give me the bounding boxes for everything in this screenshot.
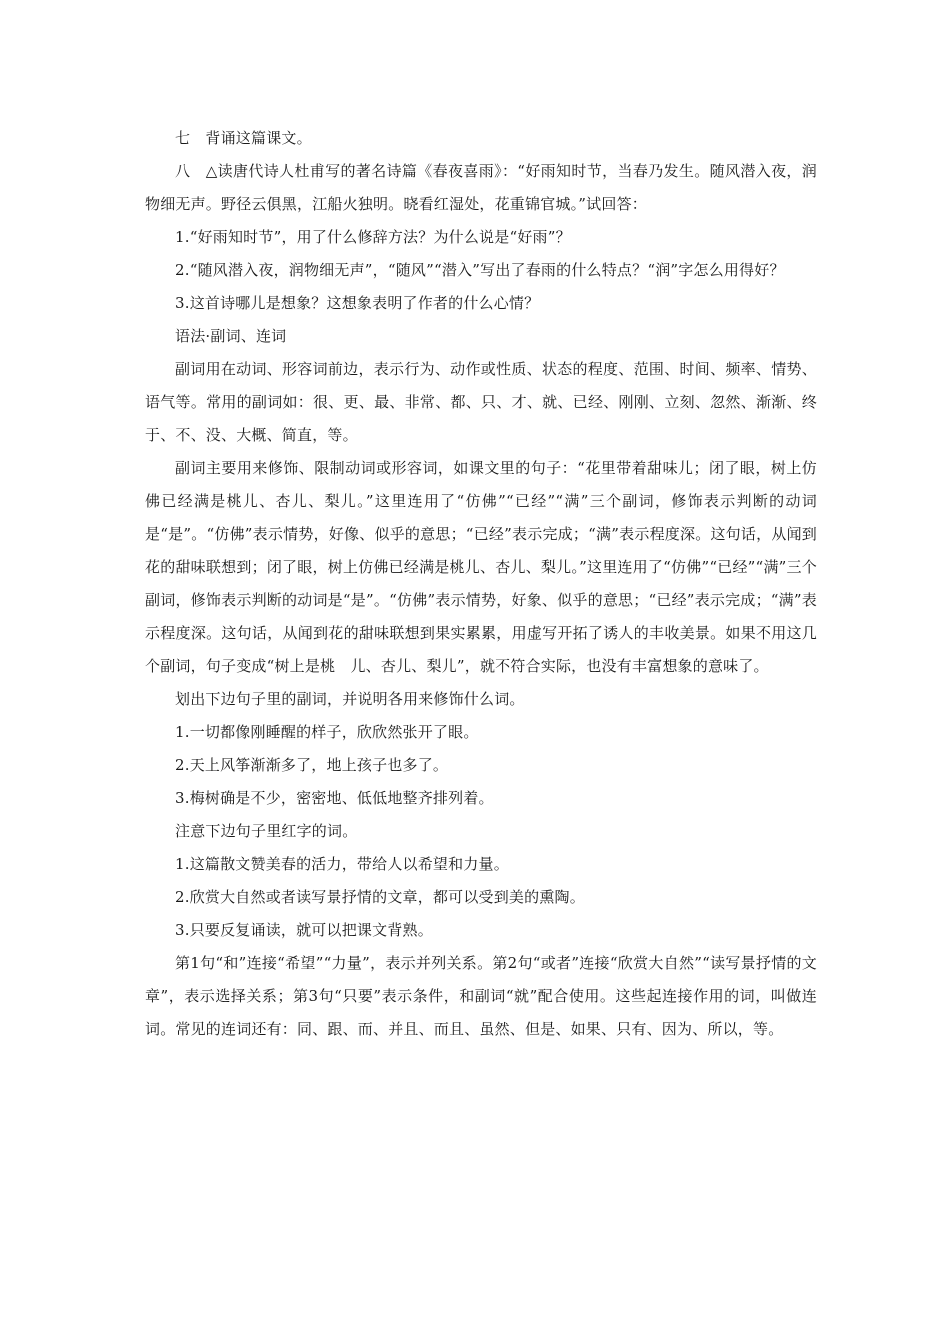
poem-question-2: 2.“随风潜入夜，润物细无声”，“随风”“潜入”写出了春雨的什么特点？“润”字怎么用得好？ — [175, 261, 785, 279]
conjunction-example-3: 3.只要反复诵读，就可以把课文背熟。 — [175, 921, 433, 939]
adverb-definition: 副词用在动词、形容词前边，表示行为、动作或性质、状态的程度、范围、时间、频率、情势、语气等。常用的副词如：很、更、最、非常、都、只、才、就、已经、刚刚、立刻、忽然、渐渐、终于、不、没、大概、简直，等。 — [145, 360, 817, 444]
poem-question-3: 3.这首诗哪儿是想象？这想象表明了作者的什么心情？ — [175, 294, 540, 312]
poem-question-intro: 八 △读唐代诗人杜甫写的著名诗篇《春夜喜雨》：“好雨知时节，当春乃发生。随风潜入夜，润物细无声。野径云俱黑，江船火独明。晓看红湿处，花重锦官城。”试回答： — [145, 162, 817, 213]
conjunction-exercise-intro: 注意下边句子里红字的词。 — [175, 822, 358, 840]
recite-instruction: 七 背诵这篇课文。 — [175, 129, 312, 147]
conjunction-example-1: 1.这篇散文赞美春的活力，带给人以希望和力量。 — [175, 855, 509, 873]
poem-question-1: 1.“好雨知时节”，用了什么修辞方法？为什么说是“好雨”？ — [175, 228, 571, 246]
adverb-exercise-intro: 划出下边句子里的副词，并说明各用来修饰什么词。 — [175, 690, 525, 708]
document-page — [145, 122, 817, 1046]
adverb-exercise-2: 2.天上风筝渐渐多了，地上孩子也多了。 — [175, 756, 449, 774]
conjunction-example-2: 2.欣赏大自然或者读写景抒情的文章，都可以受到美的熏陶。 — [175, 888, 585, 906]
adverb-explanation: 副词主要用来修饰、限制动词或形容词，如课文里的句子：“花里带着甜味儿；闭了眼，树上仿佛已经满是桃儿、杏儿、梨儿。”这里连用了“仿佛”“已经”“满”三个副词，修饰表示判断的动词是“是”。“仿佛”表示情势，好像、似乎的意思；“已经”表示完成；“满”表示程度深。这句话，从闻到花的甜味联想到；闭了眼，树上仿佛已经满是桃儿、杏儿、梨儿。”这里连用了“仿佛”“已经”“满”三个副词，修饰表示判断的动词是“是”。“仿佛”表示情势，好象、似乎的意思；“已经”表示完成；“满”表示程度深。这句话，从闻到花的甜味联想到果实累累，用虚写开拓了诱人的丰收美景。如果不用这几个副词，句子变成“树上是桃 儿、杏儿、梨儿”，就不符合实际，也没有丰富想象的意味了。 — [145, 459, 817, 675]
adverb-exercise-3: 3.梅树确是不少，密密地、低低地整齐排列着。 — [175, 789, 494, 807]
grammar-section-heading: 语法·副词、连词 — [175, 327, 287, 345]
adverb-exercise-1: 1.一切都像刚睡醒的样子，欣欣然张开了眼。 — [175, 723, 479, 741]
conjunction-explanation: 第1句“和”连接“希望”“力量”，表示并列关系。第2句“或者”连接“欣赏大自然”“读写景抒情的文章”，表示选择关系；第3句“只要”表示条件，和副词“就”配合使用。这些起连接作用的词，叫做连词。常见的连词还有：同、跟、而、并且、而且、虽然、但是、如果、只有、因为、所以，等。 — [145, 954, 817, 1038]
